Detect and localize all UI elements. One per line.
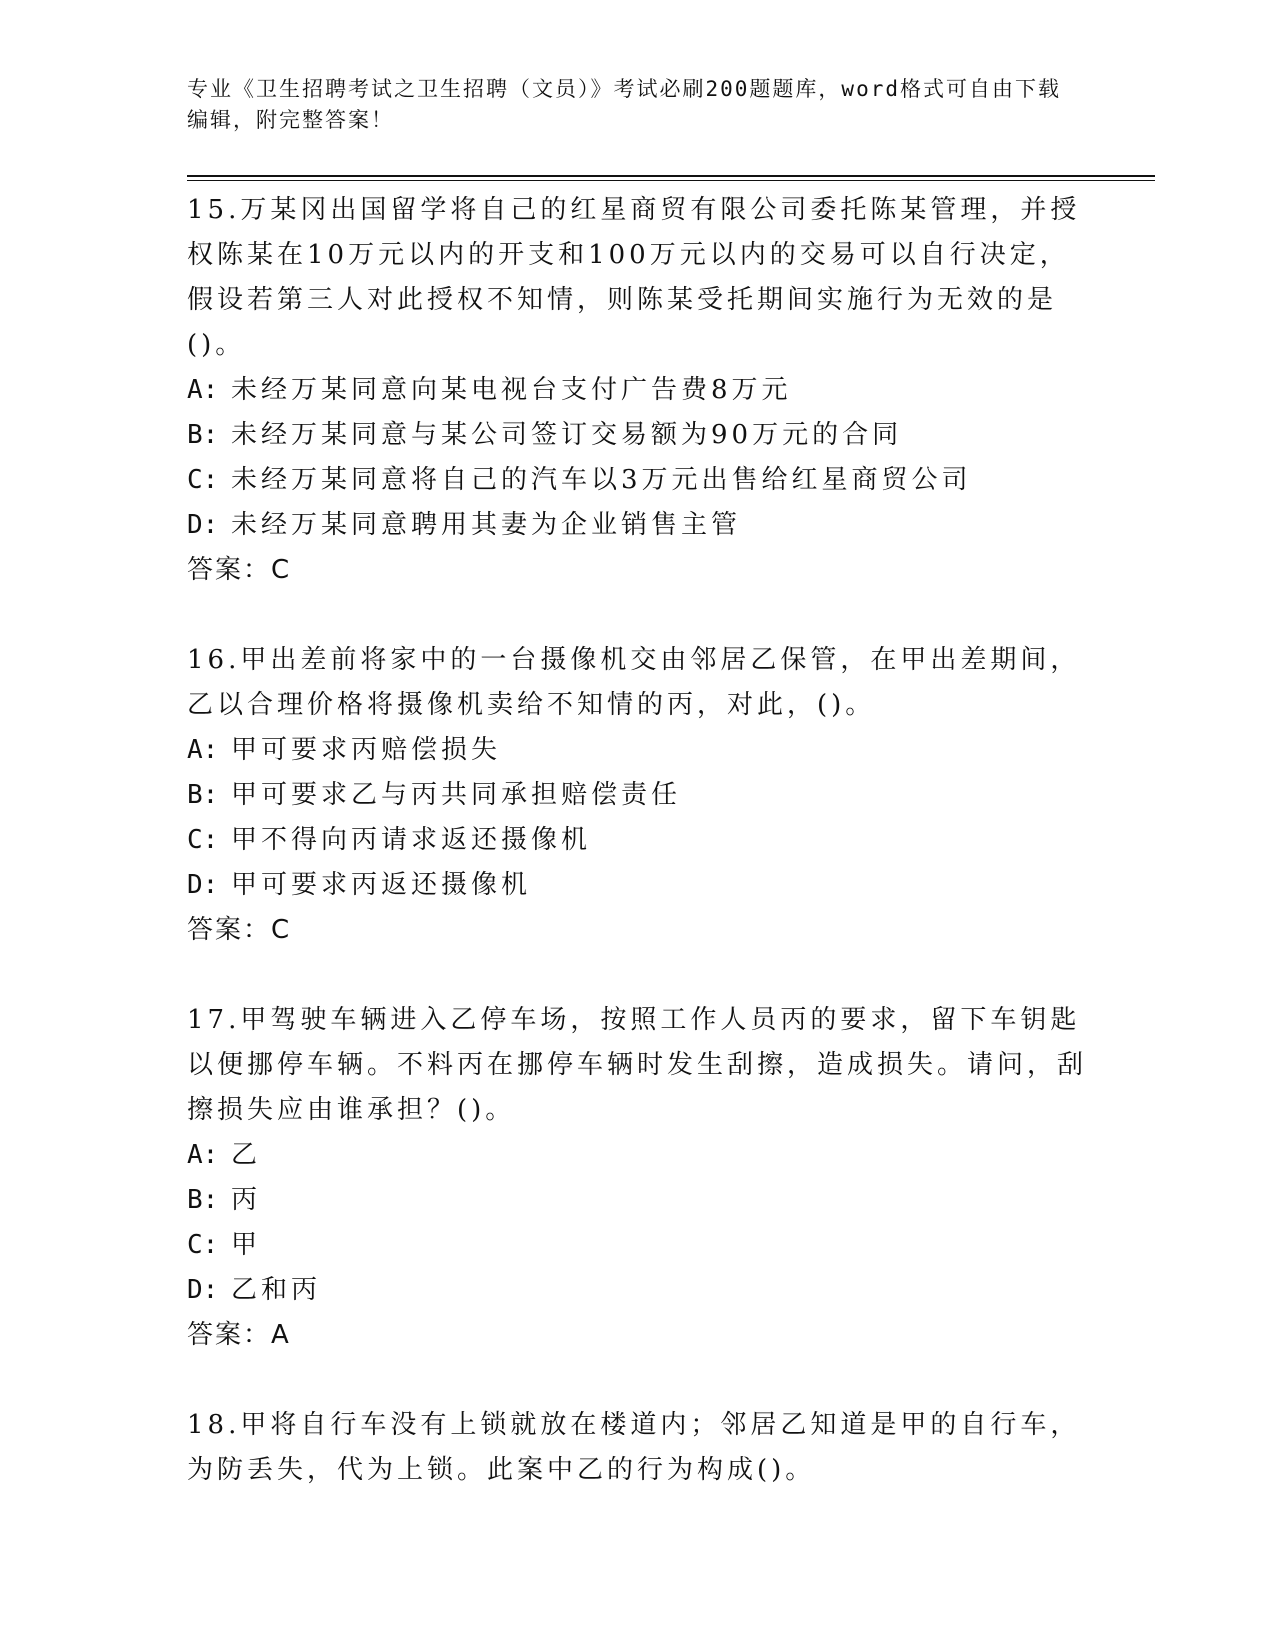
- option-text: 甲可要求乙与丙共同承担赔偿责任: [231, 780, 682, 810]
- option-letter: C:: [187, 1230, 219, 1260]
- option-letter: D:: [187, 1275, 219, 1305]
- option-letter: D:: [187, 510, 219, 540]
- question-stem: 15.万某冈出国留学将自己的红星商贸有限公司委托陈某管理，并授权陈某在10万元以内的开支和100万元以内的交易可以自行决定，假设若第三人对此授权不知情，则陈某受托期间实施行为无效的是()。: [187, 195, 1081, 360]
- option-d: [187, 1268, 1087, 1313]
- question-17: [187, 998, 1087, 1358]
- question-15: [187, 188, 1087, 593]
- header-rule-thin: [187, 180, 1155, 181]
- option-b: [187, 773, 1087, 818]
- option-d: [187, 863, 1087, 908]
- option-letter: A:: [187, 375, 219, 405]
- option-letter: A:: [187, 735, 219, 765]
- option-text: 甲可要求丙赔偿损失: [231, 735, 502, 765]
- question-16: [187, 638, 1087, 953]
- header-rule-thick: [187, 175, 1155, 177]
- option-letter: A:: [187, 1140, 219, 1170]
- option-a: [187, 1133, 1087, 1178]
- option-text: 甲: [231, 1230, 262, 1260]
- option-text: 未经万某同意向某电视台支付广告费8万元: [231, 375, 792, 405]
- option-c: [187, 458, 1087, 503]
- question-stem: 17.甲驾驶车辆进入乙停车场，按照工作人员丙的要求，留下车钥匙以便挪停车辆。不料丙在挪停车辆时发生刮擦，造成损失。请问，刮擦损失应由谁承担？()。: [187, 1005, 1088, 1125]
- answer-line: 答案：A: [187, 1320, 291, 1350]
- document-header: [187, 74, 1067, 136]
- question-18: [187, 1403, 1087, 1493]
- option-text: 甲可要求丙返还摄像机: [231, 870, 532, 900]
- option-letter: C:: [187, 825, 219, 855]
- option-b: [187, 413, 1087, 458]
- option-text: 丙: [231, 1185, 262, 1215]
- option-letter: B:: [187, 420, 219, 450]
- option-text: 甲不得向丙请求返还摄像机: [231, 825, 592, 855]
- question-stem: 16.甲出差前将家中的一台摄像机交由邻居乙保管，在甲出差期间，乙以合理价格将摄像机卖给不知情的丙，对此，()。: [187, 645, 1081, 720]
- option-d: [187, 503, 1087, 548]
- header-text: 专业《卫生招聘考试之卫生招聘（文员）》考试必刷200题题库，word格式可自由下载编辑，附完整答案！: [187, 77, 1061, 132]
- answer-line: 答案：C: [187, 915, 292, 945]
- question-list: [187, 188, 1087, 1538]
- option-letter: B:: [187, 780, 219, 810]
- option-b: [187, 1178, 1087, 1223]
- question-stem: 18.甲将自行车没有上锁就放在楼道内；邻居乙知道是甲的自行车，为防丢失，代为上锁。此案中乙的行为构成()。: [187, 1410, 1081, 1485]
- option-text: 未经万某同意将自己的汽车以3万元出售给红星商贸公司: [231, 465, 972, 495]
- answer-line: 答案：C: [187, 555, 292, 585]
- option-text: 未经万某同意聘用其妻为企业销售主管: [231, 510, 742, 540]
- option-a: [187, 728, 1087, 773]
- option-text: 乙: [231, 1140, 262, 1170]
- option-c: [187, 1223, 1087, 1268]
- option-text: 未经万某同意与某公司签订交易额为90万元的合同: [231, 420, 903, 450]
- option-a: [187, 368, 1087, 413]
- option-letter: D:: [187, 870, 219, 900]
- option-letter: C:: [187, 465, 219, 495]
- option-letter: B:: [187, 1185, 219, 1215]
- option-text: 乙和丙: [231, 1275, 322, 1305]
- option-c: [187, 818, 1087, 863]
